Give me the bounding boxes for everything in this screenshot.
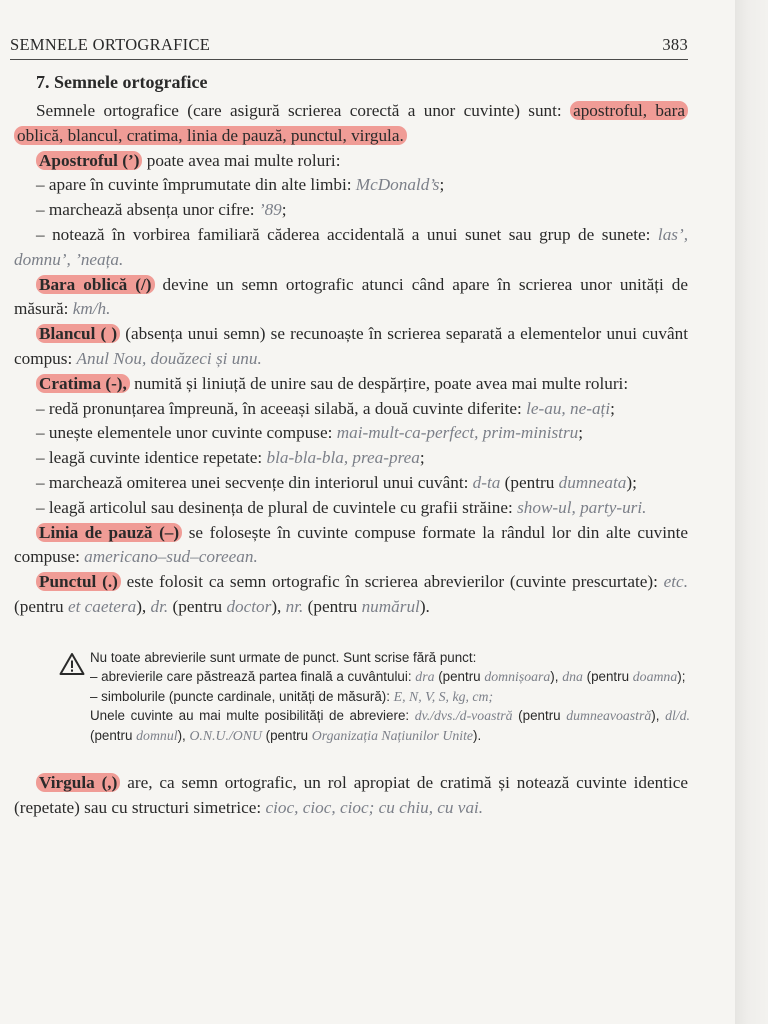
example-text: le-au, ne-ați	[526, 398, 611, 418]
item-end: ;	[281, 200, 287, 220]
note-text: – abrevierile care păstrează partea finală a cuvântului:	[90, 669, 416, 685]
apostroful-paragraph	[14, 149, 688, 174]
example-text: mai-mult-ca-perfect, prim-ministru	[336, 423, 579, 443]
example-text: dra	[415, 669, 435, 685]
linia-paragraph	[14, 521, 688, 571]
bara-term: Bara oblică (/)	[36, 275, 155, 294]
example-text: dumneata	[558, 472, 627, 492]
item-text: – marchează absența unor cifre:	[36, 200, 259, 220]
virgula-text: are, ca semn ortografic, un rol apropiat de cratimă și notează cuvinte identice (repetate) sau cu structuri simetrice:	[14, 773, 688, 818]
example-text: dv./dvs./d-voastră	[414, 708, 513, 724]
warning-triangle-icon	[59, 652, 85, 676]
warning-note	[14, 648, 690, 746]
note-line	[90, 667, 690, 687]
punctul-text: (pentru	[303, 596, 362, 616]
example-text: km/h.	[72, 299, 111, 319]
cratima-paragraph	[14, 372, 688, 397]
list-item	[14, 173, 688, 198]
example-text: show-ul, party-uri.	[517, 497, 647, 517]
example-text: numărul	[361, 596, 420, 616]
apostroful-text: poate avea mai multe roluri:	[142, 150, 341, 170]
example-text: d-ta	[472, 472, 501, 492]
note-text: Unele cuvinte au mai multe posibilități de abreviere:	[90, 708, 415, 724]
note-text: );	[677, 669, 686, 685]
item-text: – marchează omiterea unei secvențe din interiorul unui cuvânt:	[36, 472, 473, 492]
example-text: dr.	[150, 596, 169, 616]
list-item	[14, 198, 688, 223]
note-text: (pentru	[261, 727, 312, 743]
intro-text: Semnele ortografice (care asigură scrierea corectă a unor cuvinte) sunt:	[36, 101, 571, 120]
punctul-text: (pentru	[14, 596, 68, 616]
item-text: – leagă articolul sau desinența de plural de cuvintele cu grafii străine:	[36, 497, 518, 517]
note-text: (pentru	[582, 669, 633, 685]
example-text: McDonald’s	[355, 175, 440, 195]
example-text: domnișoara	[484, 669, 551, 685]
list-item	[14, 223, 688, 273]
example-text: domnul	[136, 727, 178, 743]
item-text: – redă pronunțarea împreună, în aceeași silabă, a două cuvinte diferite:	[36, 398, 527, 418]
example-text: dna	[562, 669, 583, 685]
virgula-term: Virgula (,)	[36, 773, 120, 792]
note-text: (pentru	[90, 727, 137, 743]
list-item	[14, 471, 688, 496]
example-text: Organizația Națiunilor Unite	[311, 727, 474, 743]
bara-text: devine un semn ortografic atunci când apare în scrierea unor unități de măsură:	[14, 274, 688, 319]
page-edge	[735, 0, 768, 1024]
item-end: ;	[419, 448, 425, 468]
note-text: (pentru	[512, 708, 567, 724]
blancul-term: Blancul ( )	[36, 324, 120, 343]
item-end: );	[626, 472, 637, 492]
punctul-text: este folosit ca semn ortografic în scrierea abrevierilor (cuvinte prescurtate):	[120, 572, 664, 592]
list-item	[14, 446, 688, 471]
punctul-text: (pentru	[168, 596, 227, 616]
section-title: 7. Semnele ortografice	[36, 72, 208, 92]
note-line	[90, 648, 690, 668]
item-text: – unește elementele unor cuvinte compuse:	[36, 423, 337, 443]
item-text: – leagă cuvinte identice repetate:	[36, 448, 267, 468]
list-item	[14, 421, 688, 446]
punctul-term: Punctul (.)	[36, 572, 121, 591]
example-text: ’89	[258, 200, 282, 220]
example-text: bla-bla-bla, prea-prea	[266, 448, 420, 468]
cratima-term: Cratima (-),	[36, 374, 130, 393]
blancul-paragraph	[14, 322, 688, 372]
example-text: et caetera	[67, 596, 137, 616]
item-mid: (pentru	[500, 472, 559, 492]
example-text: Anul Nou, douăzeci și unu.	[76, 348, 262, 368]
cratima-text: numită și liniuță de unire sau de despărțire, poate avea mai multe roluri:	[129, 373, 629, 393]
note-line	[90, 706, 690, 745]
item-end: ;	[578, 423, 584, 443]
item-text: – notează în vorbirea familiară căderea accidentală a unui sunet sau grup de sunete:	[36, 224, 658, 244]
header-title: SEMNELE ORTOGRAFICE	[10, 35, 211, 54]
item-end: ;	[610, 398, 615, 418]
linia-text: se folosește în cuvinte compuse formate la rândul lor din alte cuvinte compuse:	[14, 522, 688, 567]
note-text: ),	[177, 727, 190, 743]
item-text: – apare în cuvinte împrumutate din alte limbi:	[36, 175, 356, 195]
linia-term: Linia de pauză (–)	[36, 523, 182, 542]
virgula-paragraph	[14, 771, 688, 821]
page-content	[14, 70, 688, 821]
note-text: ),	[550, 669, 563, 685]
example-text: doctor	[226, 596, 272, 616]
intro-paragraph	[14, 99, 688, 149]
note-line	[90, 687, 690, 707]
punctul-text: ),	[136, 596, 151, 616]
page-number: 383	[662, 35, 688, 54]
example-text: doamna	[632, 669, 678, 685]
note-text: ).	[473, 727, 482, 743]
note-text: ),	[651, 708, 666, 724]
example-text: etc.	[663, 572, 688, 592]
example-text: americano–sud–coreean.	[84, 547, 258, 567]
example-text: las’, domnu’, ’neața.	[14, 224, 688, 269]
list-item	[14, 496, 688, 521]
example-text: cioc, cioc, cioc; cu chiu, cu vai.	[265, 798, 484, 818]
note-text: Nu toate abrevierile sunt urmate de punct. Sunt scrise fără punct:	[90, 649, 477, 665]
running-header	[10, 33, 688, 60]
example-text: nr.	[285, 596, 304, 616]
example-text: dumneavoastră	[566, 708, 652, 724]
item-end: ;	[439, 175, 445, 195]
note-text: – simbolurile (puncte cardinale, unități de măsură):	[90, 688, 394, 704]
apostroful-term: Apostroful (’)	[36, 151, 142, 170]
punctul-text: ).	[419, 596, 430, 616]
blancul-text: (absența unui semn) se recunoaște în scrierea separată a elementelor unui cuvânt compus:	[14, 324, 688, 368]
example-text: dl/d.	[665, 708, 690, 724]
example-text: O.N.U./ONU	[189, 727, 262, 743]
example-text: E, N, V, S, kg, cm;	[393, 688, 494, 704]
list-item	[14, 397, 688, 422]
punctul-paragraph	[14, 570, 688, 620]
punctul-text: ),	[271, 596, 286, 616]
note-text: (pentru	[434, 669, 485, 685]
intro-highlight: apostroful, bara oblică, blancul, cratima, linia de pauză, punctul, virgula.	[14, 101, 688, 145]
bara-paragraph	[14, 273, 688, 323]
